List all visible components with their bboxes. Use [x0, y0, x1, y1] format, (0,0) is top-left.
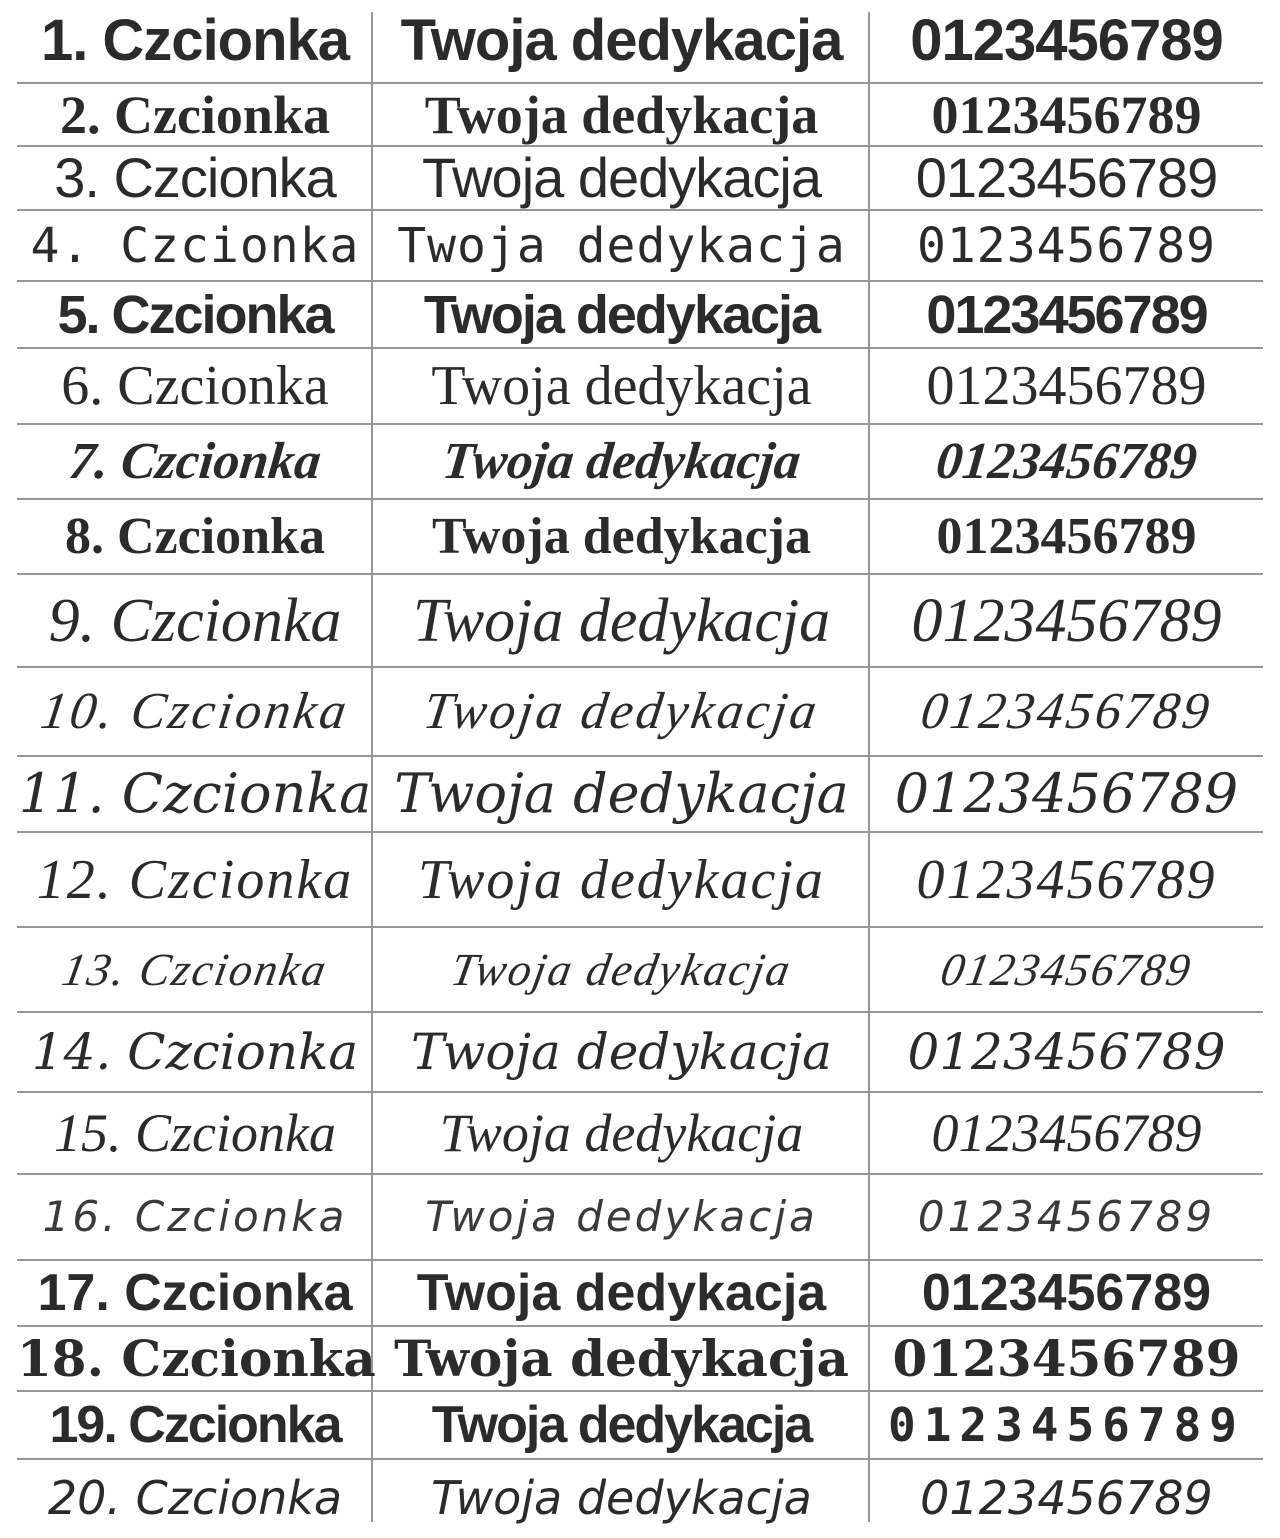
dedication-sample: Twoja dedykacja: [416, 1264, 827, 1322]
font-specimen-sheet: [17, 0, 1263, 1536]
font-row: [17, 757, 1263, 833]
font-row: [17, 425, 1263, 500]
font-label: 19. Czcionka: [49, 1396, 341, 1454]
font-label: 12. Czcionka: [36, 848, 354, 911]
font-label: 2. Czcionka: [60, 84, 330, 145]
digits-sample: 0123456789: [931, 1103, 1202, 1163]
font-label: 11. Czcionka: [18, 762, 372, 825]
dedication-sample: Twoja dedykacja: [397, 217, 846, 274]
digits-sample: 0123456789: [921, 1264, 1212, 1322]
font-label: 4. Czcionka: [30, 217, 360, 274]
digits-sample: 0123456789: [917, 682, 1216, 740]
font-label: 7. Czcionka: [66, 432, 324, 490]
font-label: 9. Czcionka: [48, 586, 342, 655]
font-row: [17, 833, 1263, 928]
digits-sample: 0123456789: [926, 355, 1207, 417]
font-row: [17, 928, 1263, 1013]
dedication-sample: Twoja dedykacja: [423, 284, 820, 345]
digits-sample: 0123456789: [916, 848, 1217, 911]
font-row: [17, 1327, 1263, 1392]
digits-sample: 0123456789: [933, 432, 1200, 490]
font-row: [17, 1093, 1263, 1175]
digits-sample: 0123456789: [888, 1398, 1245, 1452]
dedication-sample: Twoja dedykacja: [439, 432, 804, 490]
digits-sample: 0123456789: [915, 146, 1218, 209]
font-label: 17. Czcionka: [37, 1264, 353, 1322]
font-row: [17, 1013, 1263, 1093]
font-label: 10. Czcionka: [37, 682, 353, 740]
font-row: [17, 1392, 1263, 1460]
dedication-sample: Twoja dedykacja: [447, 943, 796, 995]
font-row: [17, 575, 1263, 668]
font-label: 8. Czcionka: [65, 507, 325, 565]
digits-sample: 0123456789: [936, 507, 1197, 565]
dedication-sample: Twoja dedykacja: [432, 507, 811, 565]
font-label: 3. Czcionka: [54, 146, 336, 209]
dedication-sample: Twoja dedykacja: [431, 355, 812, 417]
digits-sample: 0123456789: [910, 8, 1223, 73]
dedication-sample: Twoja dedykacja: [424, 84, 819, 145]
digits-sample: 0123456789: [926, 284, 1207, 345]
font-label: 5. Czcionka: [57, 284, 333, 345]
font-row: [17, 668, 1263, 757]
digits-sample: 0123456789: [917, 1192, 1216, 1241]
digits-sample: 0123456789: [920, 1471, 1213, 1525]
font-label: 1. Czcionka: [40, 8, 350, 73]
dedication-sample: Twoja dedykacja: [412, 586, 831, 655]
font-row: [17, 84, 1263, 147]
font-row: [17, 147, 1263, 211]
dedication-sample: Twoja dedykacja: [439, 1103, 804, 1163]
digits-sample: 0123456789: [894, 762, 1239, 825]
dedication-sample: Twoja dedykacja: [400, 8, 843, 73]
font-row: [17, 211, 1263, 282]
font-row: [17, 1261, 1263, 1327]
font-row: [17, 282, 1263, 349]
font-row: [17, 500, 1263, 575]
digits-sample: 0123456789: [892, 1328, 1241, 1388]
font-row: [17, 0, 1263, 84]
font-label: 14. Czcionka: [31, 1023, 359, 1081]
font-row: [17, 1175, 1263, 1261]
font-label: 16. Czcionka: [42, 1192, 348, 1241]
dedication-sample: Twoja dedykacja: [394, 1328, 849, 1388]
dedication-sample: Twoja dedykacja: [418, 848, 825, 911]
font-label: 6. Czcionka: [61, 355, 329, 417]
dedication-sample: Twoja dedykacja: [431, 1471, 812, 1525]
dedication-sample: Twoja dedykacja: [421, 146, 821, 209]
dedication-sample: Twoja dedykacja: [411, 1023, 832, 1081]
font-label: 18. Czcionka: [17, 1328, 376, 1388]
font-row: [17, 1460, 1263, 1536]
digits-sample: 0123456789: [931, 84, 1202, 145]
dedication-sample: Twoja dedykacja: [425, 1192, 818, 1241]
digits-sample: 0123456789: [911, 586, 1222, 655]
dedication-sample: Twoja dedykacja: [431, 1396, 812, 1454]
dedication-sample: Twoja dedykacja: [420, 682, 824, 740]
font-row: [17, 349, 1263, 425]
digits-sample: 0123456789: [917, 217, 1216, 274]
digits-sample: 0123456789: [907, 1023, 1226, 1081]
font-label: 15. Czcionka: [54, 1103, 336, 1163]
font-label: 20. Czcionka: [47, 1471, 343, 1525]
font-label: 13. Czcionka: [58, 943, 332, 995]
dedication-sample: Twoja dedykacja: [394, 762, 849, 825]
digits-sample: 0123456789: [937, 943, 1197, 995]
